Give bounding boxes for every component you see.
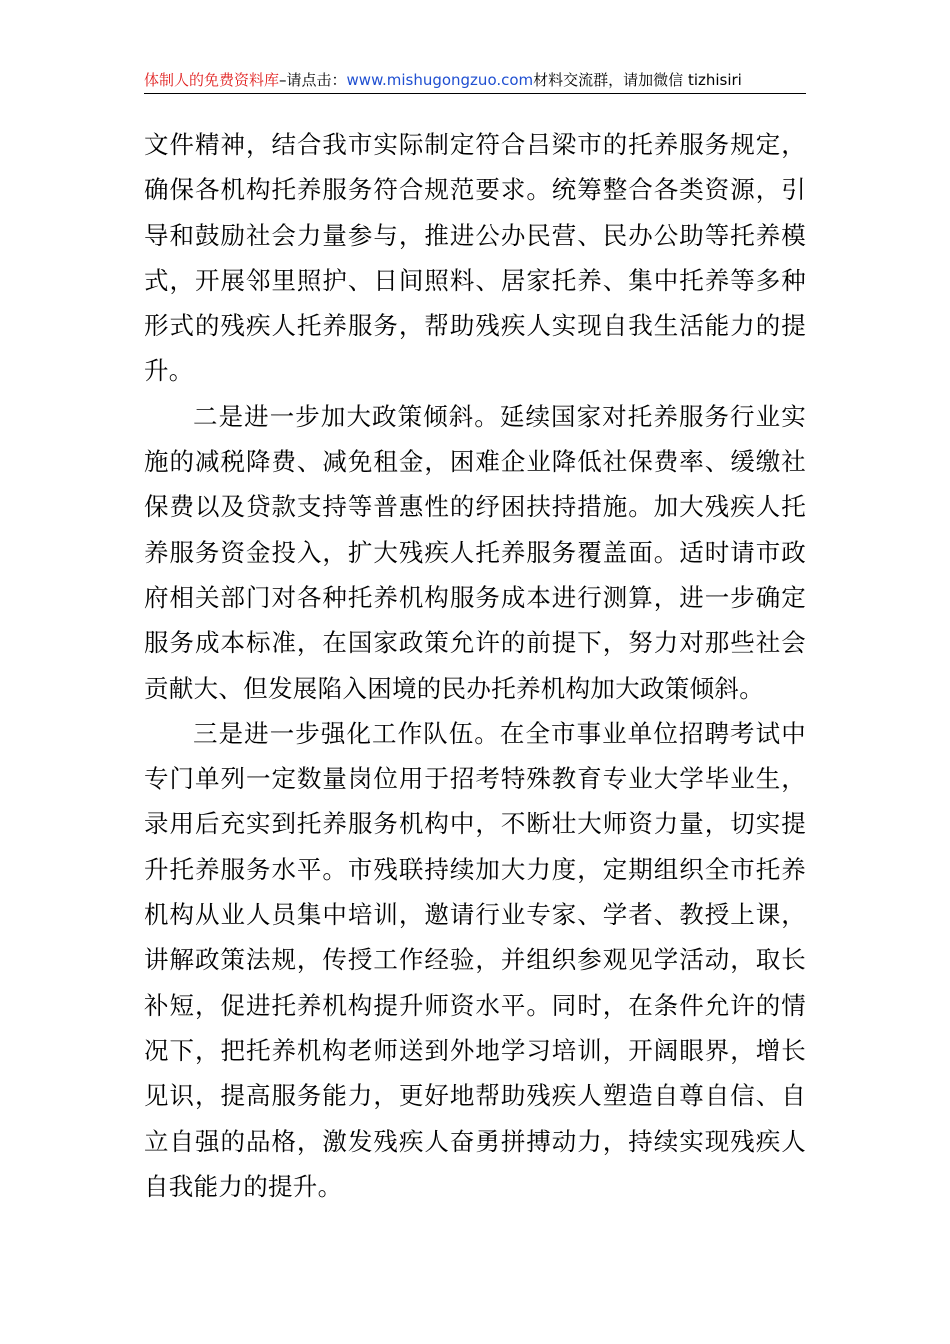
header-note: 材料交流群，请加微信 tizhisiri [533, 71, 742, 89]
page-header [144, 67, 806, 94]
paragraph-workforce: 三是进一步强化工作队伍。在全市事业单位招聘考试中专门单列一定数量岗位用于招考特殊教育专业大学毕业生，录用后充实到托养服务机构中，不断壮大师资力量，切实提升托养服务水平。市残联持续加大力度，定期组织全市托养机构从业人员集中培训，邀请行业专家、学者、教授上课，讲解政策法规，传授工作经验，并组织参观见学活动，取长补短，促进托养机构提升师资水平。同时，在条件允许的情况下，把托养机构老师送到外地学习培训，开阔眼界，增长见识，提高服务能力，更好地帮助残疾人塑造自尊自信、自立自强的品格，激发残疾人奋勇拼搏动力，持续实现残疾人自我能力的提升。 [144, 718, 806, 1201]
header-prompt: –请点击： [279, 71, 347, 89]
header-website-link[interactable]: www.mishugongzuo.com [346, 71, 534, 89]
paragraph-policy: 二是进一步加大政策倾斜。延续国家对托养服务行业实施的减税降费、减免租金，困难企业降低社保费率、缓缴社保费以及贷款支持等普惠性的纾困扶持措施。加大残疾人托养服务资金投入，扩大残疾人托养服务覆盖面。适时请市政府相关部门对各种托养机构服务成本进行测算，进一步确定服务成本标准，在国家政策允许的前提下，努力对那些社会贡献大、但发展陷入困境的民办托养机构加大政策倾斜。 [144, 401, 806, 703]
header-brand: 体制人的免费资料库 [144, 71, 280, 89]
document-body [144, 122, 806, 1209]
paragraph-continuation: 文件精神，结合我市实际制定符合吕梁市的托养服务规定，确保各机构托养服务符合规范要求。统筹整合各类资源，引导和鼓励社会力量参与，推进公办民营、民办公助等托养模式，开展邻里照护、日间照料、居家托养、集中托养等多种形式的残疾人托养服务，帮助残疾人实现自我生活能力的提升。 [144, 130, 806, 386]
